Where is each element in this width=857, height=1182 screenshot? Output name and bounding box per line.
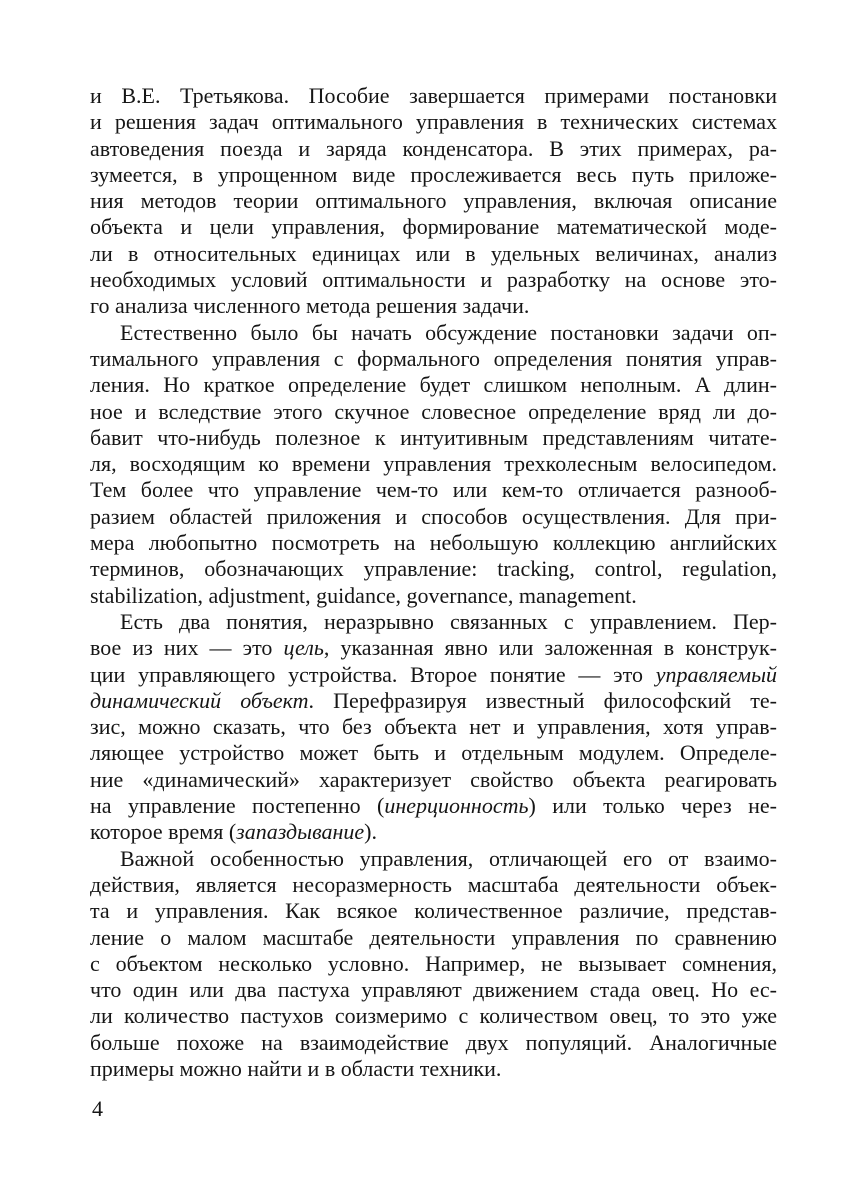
text-segment: ли в относительных единицах или в удельных величинах, анализ <box>90 240 777 266</box>
text-segment: ля, восходящим ко времени управления трехколесным велосипедом. <box>90 451 777 477</box>
text-segment: Важной особенностью управления, отличающей его от взаимо- <box>120 845 777 871</box>
text-line <box>90 241 777 267</box>
text-line <box>90 583 777 609</box>
text-line <box>90 925 777 951</box>
text-segment: , указанная явно или заложенная в конструк- <box>323 635 777 661</box>
text-line <box>90 793 777 819</box>
text-line <box>90 346 777 372</box>
paragraph <box>90 846 777 1083</box>
text-line <box>90 1056 777 1082</box>
text-segment: мера любопытно посмотреть на небольшую коллекцию английских <box>90 530 777 556</box>
text-segment: и решения задач оптимального управления в технических системах <box>90 109 777 135</box>
paragraph <box>90 83 777 320</box>
text-segment: на управление постепенно ( <box>90 793 385 819</box>
text-segment: объекта и цели управления, формирование математической моде- <box>90 214 777 240</box>
text-segment: ния методов теории оптимального управления, включая описание <box>90 188 777 214</box>
text-line <box>90 635 777 661</box>
text-line <box>90 399 777 425</box>
text-line <box>90 83 777 109</box>
text-segment: что один или два пастуха управляют движением стада овец. Но ес- <box>90 977 777 1003</box>
text-line <box>90 136 777 162</box>
text-segment: . Перефразируя известный философский те- <box>308 687 777 713</box>
text-segment: ). <box>364 819 377 845</box>
text-line <box>90 898 777 924</box>
text-line <box>90 1030 777 1056</box>
text-segment: ление о малом масштабе деятельности управления по сравнению <box>90 924 777 950</box>
text-line <box>90 662 777 688</box>
text-segment: та и управления. Как всякое количественное различие, представ- <box>90 898 777 924</box>
text-segment: stabilization, adjustment, guidance, governance, management. <box>90 582 637 608</box>
text-segment: ) или только через не- <box>528 793 777 819</box>
text-segment: с объектом несколько условно. Например, не вызывает сомнения, <box>90 950 777 976</box>
text-line <box>90 556 777 582</box>
text-segment: ления. Но краткое определение будет слишком неполным. А длин- <box>90 372 777 398</box>
text-segment: ние «динамический» характеризует свойство объекта реагировать <box>90 766 777 792</box>
text-line <box>90 293 777 319</box>
paragraph <box>90 320 777 609</box>
text-segment: разием областей приложения и способов осуществления. Для при- <box>90 503 777 529</box>
text-segment: Естественно было бы начать обсуждение постановки задачи оп- <box>120 319 777 345</box>
text-line <box>90 951 777 977</box>
text-segment: го анализа численного метода решения задачи. <box>90 293 530 319</box>
italic-term: запаздывание <box>236 819 365 845</box>
italic-term: цель <box>283 635 324 661</box>
text-line <box>90 609 777 635</box>
page-text <box>90 83 777 1082</box>
text-line <box>90 188 777 214</box>
text-segment: примеры можно найти и в области техники. <box>90 1055 502 1081</box>
italic-term: инерционность <box>384 793 529 819</box>
italic-term: динамический объект <box>90 687 309 713</box>
text-line <box>90 819 777 845</box>
text-segment: тимального управления с формального определения понятия управ- <box>90 345 777 371</box>
text-line <box>90 425 777 451</box>
text-segment: Есть два понятия, неразрывно связанных с управлением. Пер- <box>120 608 777 634</box>
text-segment: ли количество пастухов соизмеримо с количеством овец, то это уже <box>90 1003 777 1029</box>
text-segment: больше похоже на взаимодействие двух популяций. Аналогичные <box>90 1029 777 1055</box>
text-line <box>90 477 777 503</box>
text-line <box>90 1003 777 1029</box>
text-segment: ции управляющего устройства. Второе понятие — это <box>90 661 656 687</box>
paragraph <box>90 609 777 846</box>
text-segment: необходимых условий оптимальности и разработку на основе это- <box>90 267 777 293</box>
text-line <box>90 162 777 188</box>
text-segment: Тем более что управление чем-то или кем-то отличается разнооб- <box>90 477 777 503</box>
text-line <box>90 320 777 346</box>
text-segment: зумеется, в упрощенном виде прослеживается весь путь приложе- <box>90 161 777 187</box>
text-segment: которое время ( <box>90 819 237 845</box>
text-line <box>90 267 777 293</box>
text-line <box>90 767 777 793</box>
text-segment: и В.Е. Третьякова. Пособие завершается примерами постановки <box>90 83 777 108</box>
text-line <box>90 714 777 740</box>
text-line <box>90 977 777 1003</box>
page-number: 4 <box>92 1096 103 1121</box>
text-line <box>90 372 777 398</box>
text-segment: автоведения поезда и заряда конденсатора. В этих примерах, ра- <box>90 135 777 161</box>
text-line <box>90 872 777 898</box>
italic-term: управляемый <box>655 661 777 687</box>
text-line <box>90 740 777 766</box>
text-line <box>90 504 777 530</box>
text-line <box>90 530 777 556</box>
text-line <box>90 688 777 714</box>
text-line <box>90 846 777 872</box>
text-line <box>90 214 777 240</box>
text-line <box>90 109 777 135</box>
text-line <box>90 451 777 477</box>
text-segment: действия, является несоразмерность масштаба деятельности объек- <box>90 871 777 897</box>
text-segment: ляющее устройство может быть и отдельным модулем. Определе- <box>90 740 777 766</box>
text-segment: бавит что-нибудь полезное к интуитивным представлениям читате- <box>90 424 777 450</box>
text-segment: вое из них — это <box>90 635 284 661</box>
text-segment: зис, можно сказать, что без объекта нет и управления, хотя управ- <box>90 714 777 740</box>
text-segment: терминов, обозначающих управление: tracking, control, regulation, <box>90 556 777 582</box>
text-segment: ное и вследствие этого скучное словесное определение вряд ли до- <box>90 398 777 424</box>
